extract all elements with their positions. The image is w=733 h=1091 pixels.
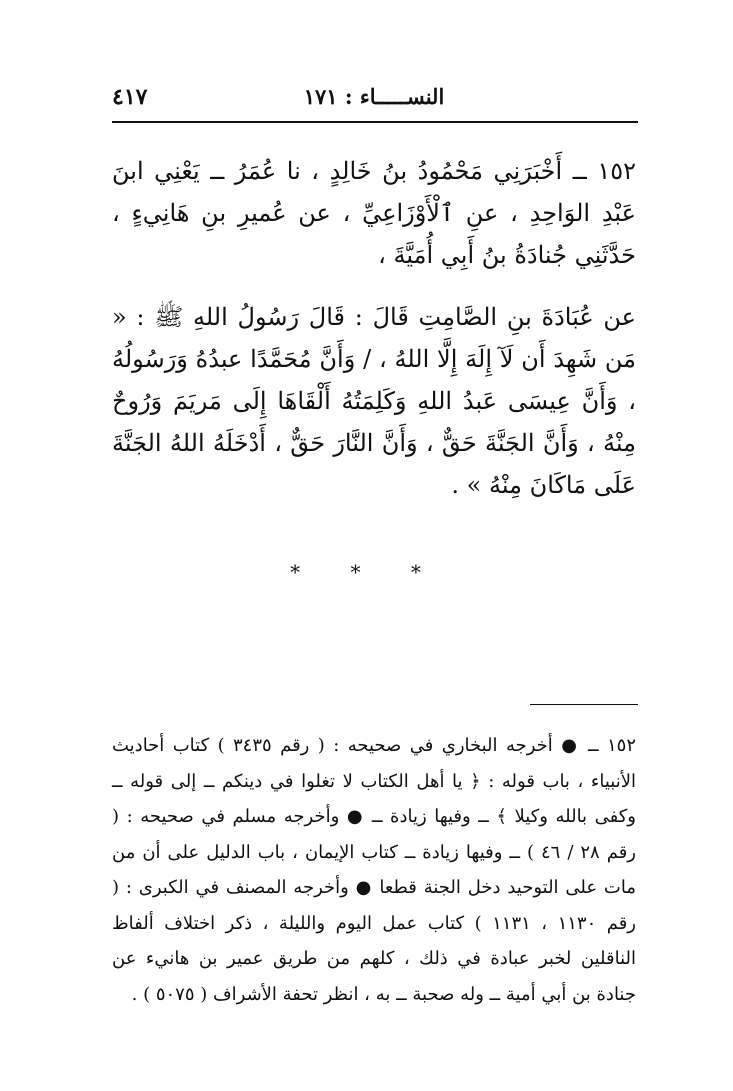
section-separator: * * * <box>290 560 443 584</box>
running-title: النســـــاء : ١٧١ <box>303 84 445 109</box>
page-number: ٤١٧ <box>112 84 148 110</box>
footnote-text: ١٥٢ ــ ● أخرجه البخاري في صحيحه : ( رقم ٣٤٣٥ ) كتاب أحاديث الأنبياء ، باب قوله : ﴿ يا أهل الكتاب لا تغلوا في دينكم ــ إلى قوله ــ وكفى بالله وكيلا ﴾ ــ وفيها زيادة ــ ● وأخرجه مسلم في صحيحه : ( رقم ٢٨ / ٤٦ ) ــ وفيها زيادة ــ كتاب الإيمان ، باب الدليل على أن من مات على التوحيد دخل الجنة قطعا ● وأخرجه المصنف في الكبرى : ( رقم ١١٣٠ ، ١١٣١ ) كتاب عمل اليوم والليلة ، ذكر اختلاف ألفاظ الناقلين لخبر عبادة في ذلك ، كلهم من طريق عمير بن هانيء عن جنادة بن أبي أمية ــ وله صحبة ــ به ، انظر تحفة الأشراف ( ٥٠٧٥ ) . <box>112 735 637 1005</box>
main-text <box>112 150 636 506</box>
footnote-rule <box>530 704 638 705</box>
footnotes <box>112 728 636 1012</box>
hadith-text: عن عُبَادَةَ بنِ الصَّامِتِ قَالَ : قَالَ رَسُولُ اللهِ ﷺ : « مَن شَهِدَ أَن لَآ إِلَهَ إِلَّا اللهُ ، / وَأَنَّ مُحَمَّدًا عبدُهُ وَرَسُولُهُ ، وَأَنَّ عِيسَى عَبدُ اللهِ وَكَلِمَتُهُ أَلْقَاهَا إِلَى مَريَمَ وَرُوحٌ مِنْهُ ، وَأَنَّ الجَنَّةَ حَقٌّ ، وَأَنَّ النَّارَ حَقٌّ ، أَدْخَلَهُ اللهُ الجَنَّةَ عَلَى مَاكَانَ مِنْهُ » . <box>112 303 637 499</box>
page-header <box>112 82 636 112</box>
header-rule <box>112 121 638 123</box>
hadith-narration: ١٥٢ ــ أَخْبَرَنِي مَحْمُودُ بنُ خَالِدٍ ، نا عُمَرُ ــ يَعْنِي ابنَ عَبْدِ الوَاحِدِ ، عنِ ٱلْأَوْزَاعِيِّ ، عن عُميرِ بنِ هَانِيءٍ ، حَدَّثَنِي جُنادَةُ بنُ أَبِي أُمَيَّةَ ، <box>112 157 636 269</box>
